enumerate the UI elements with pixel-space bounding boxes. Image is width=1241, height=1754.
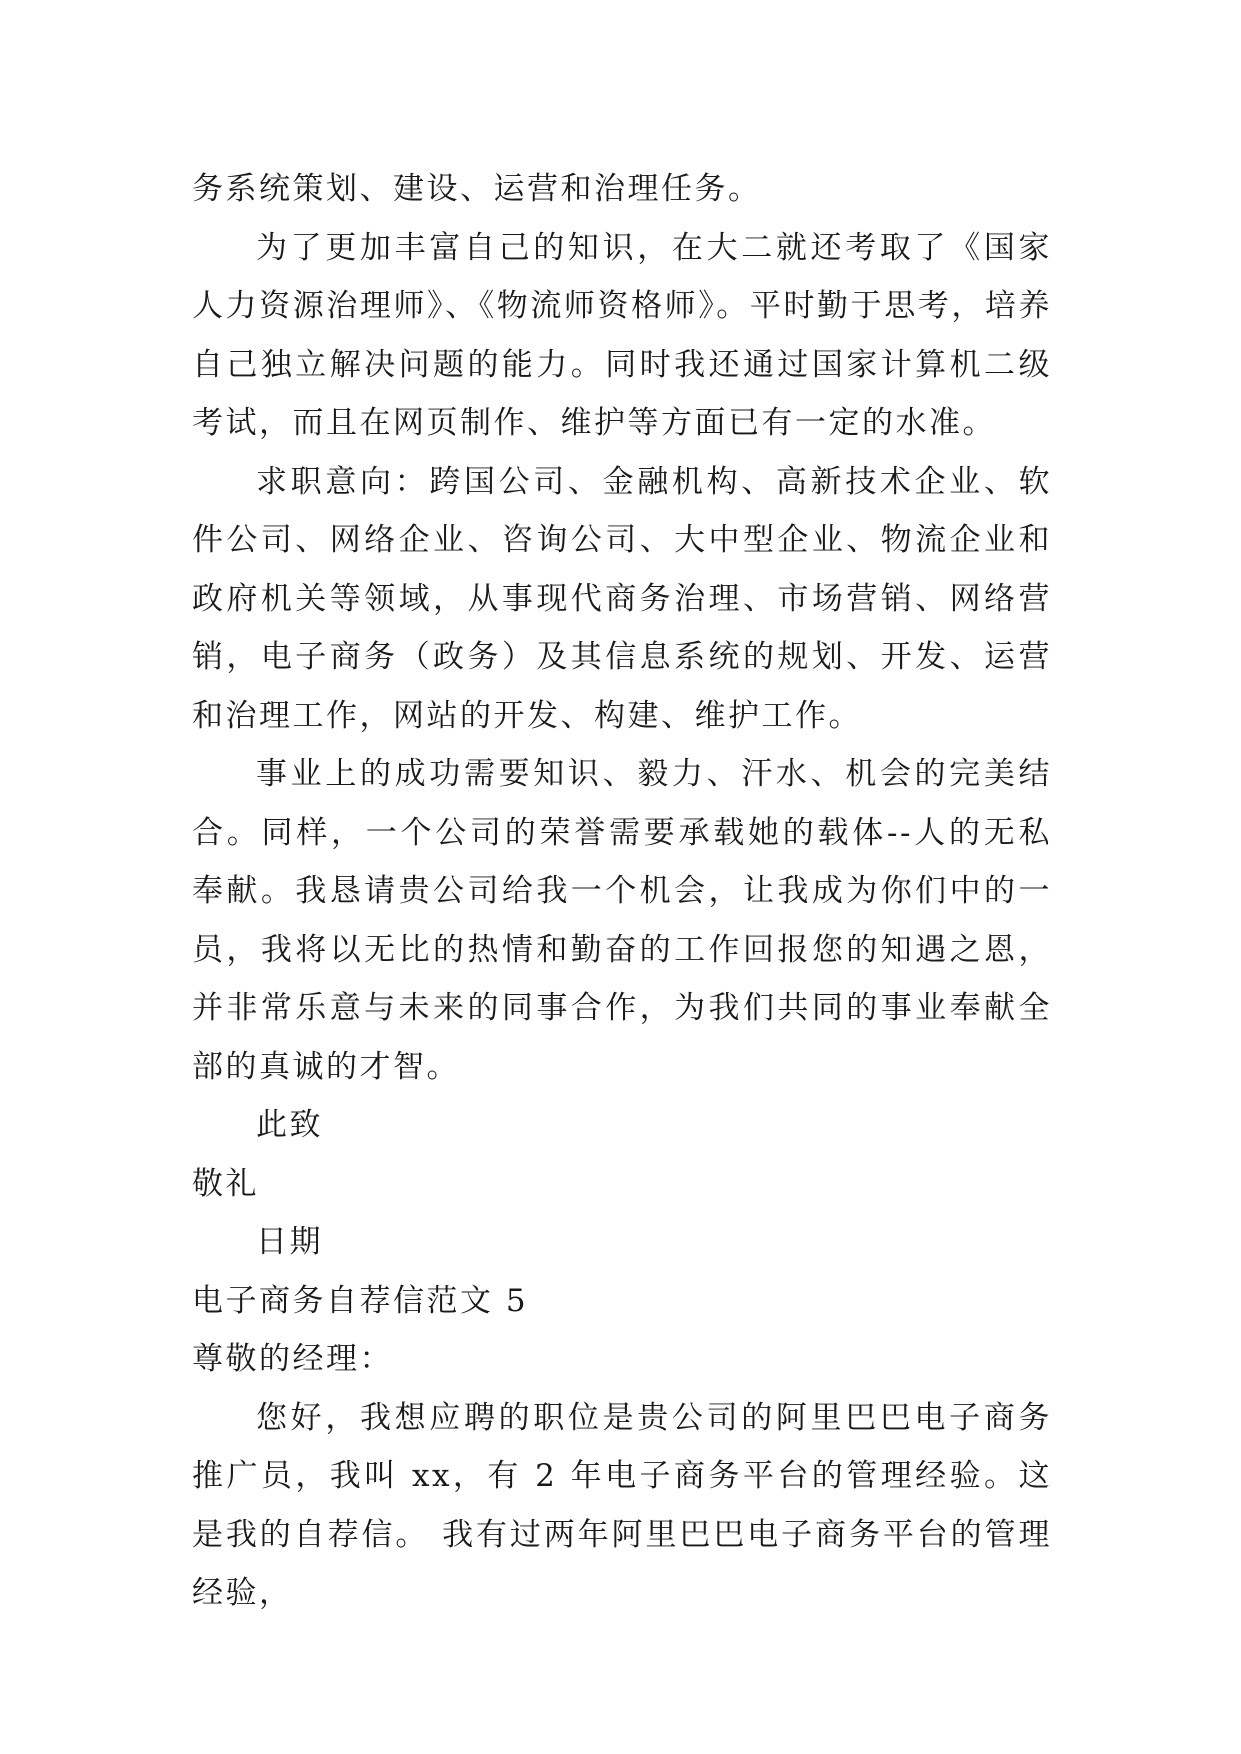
greeting: 尊敬的经理： — [192, 1341, 393, 1377]
paragraph-continuation: 务系统策划、建设、运营和治理任务。 — [192, 171, 762, 207]
paragraph-introduction: 您好，我想应聘的职位是贵公司的阿里巴巴电子商务推广员，我叫 xx，有 2 年电子商务平台的管理经验。这是我的自荐信。 我有过两年阿里巴巴电子商务平台的管理经验， — [192, 1399, 1052, 1611]
paragraph-job-intention: 求职意向：跨国公司、金融机构、高新技术企业、软件公司、网络企业、咨询公司、大中型企业、物流企业和政府机关等领域，从事现代商务治理、市场营销、网络营销，电子商务（政务）及其信息系统的规划、开发、运营和治理工作，网站的开发、构建、维护工作。 — [192, 463, 1052, 734]
date-line: 日期 — [256, 1224, 323, 1260]
section-heading: 电子商务自荐信范文 5 — [192, 1282, 529, 1319]
salutation-jingli: 敬礼 — [192, 1165, 259, 1202]
paragraph-closing-request: 事业上的成功需要知识、毅力、汗水、机会的完美结合。同样，一个公司的荣誉需要承载她的载体--人的无私奉献。我恳请贵公司给我一个机会，让我成为你们中的一员，我将以无比的热情和勤奋的工作回报您的知遇之恩，并非常乐意与未来的同事合作，为我们共同的事业奉献全部的真诚的才智。 — [192, 756, 1052, 1085]
salutation-cizhi: 此致 — [256, 1107, 323, 1143]
paragraph-certificates: 为了更加丰富自己的知识，在大二就还考取了《国家人力资源治理师》、《物流师资格师》。平时勤于思考，培养自己独立解决问题的能力。同时我还通过国家计算机二级考试，而且在网页制作、维护等方面已有一定的水准。 — [192, 229, 1052, 441]
document-body — [192, 160, 1052, 1623]
